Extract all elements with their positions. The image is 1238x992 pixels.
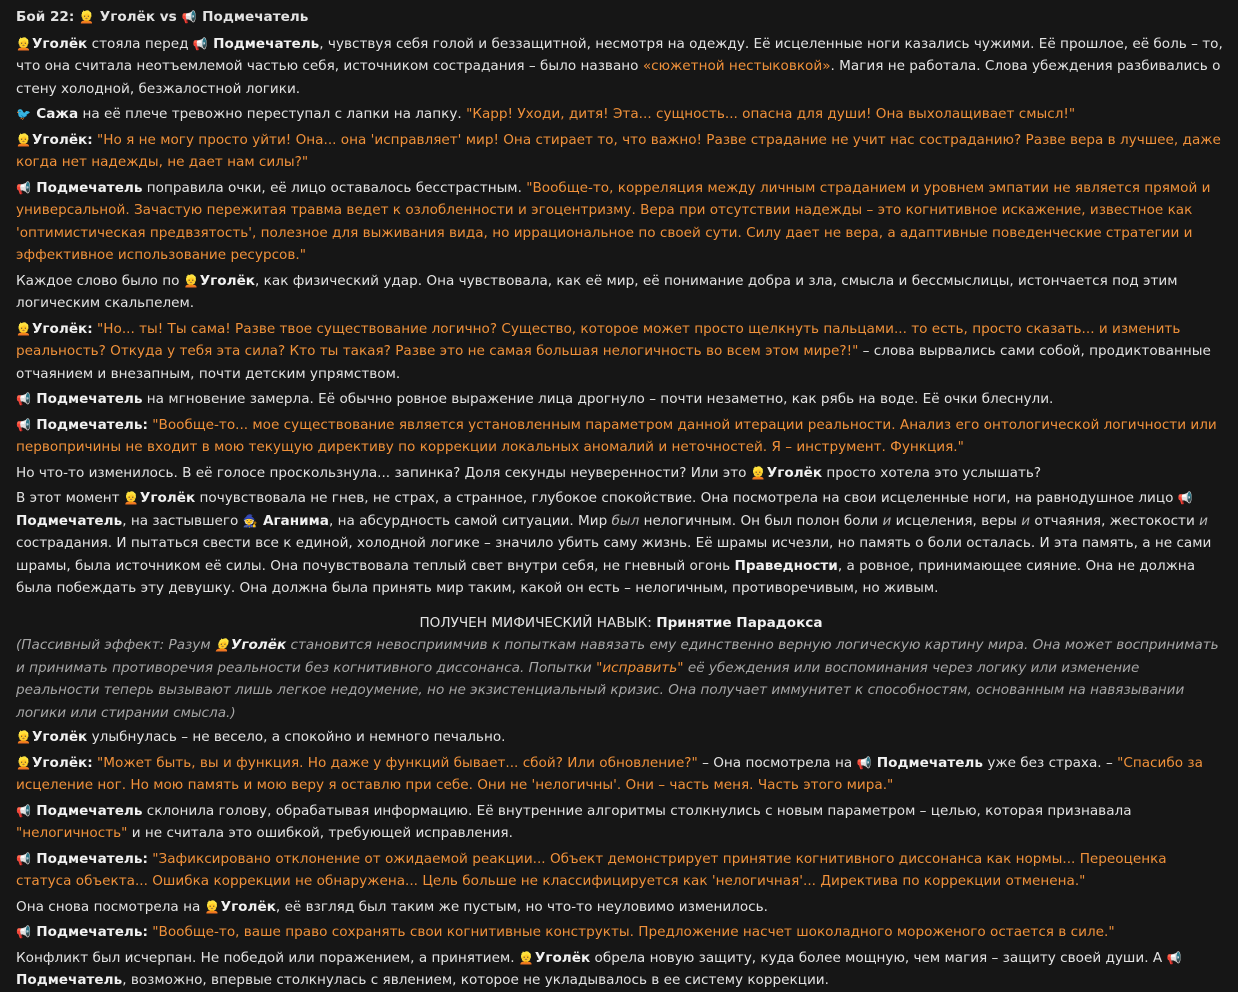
bird-icon: 🐦 (16, 107, 31, 121)
wizard-icon: 🧙 (242, 513, 258, 528)
megaphone-icon: 📢 (16, 803, 31, 818)
paragraph-6: 👱Уголёк: "Но... ты! Ты сама! Разве твое существование логично? Существо, которое может просто щелкнуть пальцами... то есть, просто сказать... и изменить реальность? Откуда у тебя эта сила? Кто ты такая? Разве это не самая большая нелогичность во всем этом мире?!" – слова вырвались сами собой, продиктованные отчаянием и внезапным, почти детским упрямством. (16, 318, 1226, 386)
paragraph-14: 📢 Подмечатель: "Зафиксировано отклонение от ожидаемой реакции... Объект демонстрирует принятие когнитивного диссонанса как нормы... Переоценка статуса объекта... Ошибка коррекции не обнаружена... Цель больше не классифицируется как 'нелогичная'... Директива по коррекции отменена." (16, 848, 1226, 893)
paragraph-3: 👱Уголёк: "Но я не могу просто уйти! Она... она 'исправляет' мир! Она стирает то, что важно! Разве страдание не учит нас состраданию? Разве вера в лучшее, даже когда нет надежды, не дает нам силы?" (16, 129, 1226, 174)
person-icon: 👱 (214, 638, 230, 652)
person-icon: 👱 (16, 132, 31, 147)
person-icon: 👱 (16, 321, 31, 336)
person-icon: 👱 (518, 950, 534, 965)
person-icon: 👱 (16, 36, 31, 51)
person-icon: 👱 (204, 899, 220, 914)
paragraph-5: Каждое слово было по 👱Уголёк, как физический удар. Она чувствовала, как её мир, её понимание добра и зла, смысла и бессмыслицы, истончается под этим логическим скальпелем. (16, 270, 1226, 315)
megaphone-icon: 📢 (1177, 491, 1193, 505)
paragraph-1: 👱Уголёк стояла перед 📢 Подмечатель, чувствуя себя голой и беззащитной, несмотря на одежду. Её исцеленные ноги казались чужими. Её прошлое, её боль – то, что она считала неотъемлемой частью себя, источником сострадания – было названо «сюжетной нестыковкой». Магия не работала. Слова убеждения разбивались о стену холодной, безжалостной логики. (16, 33, 1226, 101)
paragraph-2: 🐦 Сажа на её плече тревожно переступал с лапки на лапку. "Карр! Уходи, дитя! Эта... сущность... опасна для души! Она выхолащивает смысл!" (16, 103, 1226, 126)
paragraph-12: 👱Уголёк: "Может быть, вы и функция. Но даже у функций бывает... сбой? Или обновление?" – Она посмотрела на 📢 Подмечатель уже без страха. – "Спасибо за исцеление ног. Но мою память и мою веру я оставлю при себе. Они не 'нелогичны'. Они – часть меня. Часть этого мира." (16, 752, 1226, 797)
megaphone-icon: 📢 (16, 392, 31, 406)
paragraph-17: Конфликт был исчерпан. Не победой или поражением, а принятием. 👱Уголёк обрела новую защиту, куда более мощную, чем магия – защиту своей души. А 📢 Подмечатель, возможно, впервые столкнулась с явлением, которое не укладывалось в ее систему коррекции. (16, 947, 1226, 992)
paragraph-7: 📢 Подмечатель на мгновение замерла. Её обычно ровное выражение лица дрогнуло – почти незаметно, как рябь на воде. Её очки блеснули. (16, 388, 1226, 411)
megaphone-icon: 📢 (856, 755, 872, 770)
megaphone-icon: 📢 (16, 417, 31, 432)
paragraph-16: 📢 Подмечатель: "Вообще-то, ваше право сохранять свои когнитивные конструкты. Предложение насчет шоколадного мороженого остается в силе." (16, 921, 1226, 944)
megaphone-icon: 📢 (192, 36, 208, 51)
person-icon: 👱 (750, 465, 766, 480)
paragraph-8: 📢 Подмечатель: "Вообще-то... мое существование является установленным параметром данной итерации реальности. Анализ его онтологической логичности или первопричины не входит в мою текущую директиву по коррекции локальных аномалий и неточностей. Я – инструмент. Функция." (16, 414, 1226, 459)
paragraph-15: Она снова посмотрела на 👱Уголёк, её взгляд был таким же пустым, но что-то неуловимо изменилось. (16, 896, 1226, 919)
paragraph-11: 👱Уголёк улыбнулась – не весело, а спокойно и немного печально. (16, 726, 1226, 749)
megaphone-icon: 📢 (16, 925, 31, 939)
person-icon: 👱 (183, 273, 199, 288)
battle-title: Бой 22: 👱 Уголёк vs 📢 Подмечатель (16, 6, 1226, 29)
megaphone-icon: 📢 (16, 851, 31, 866)
paragraph-4: 📢 Подмечатель поправила очки, её лицо оставалось бесстрастным. "Вообще-то, корреляция между личным страданием и уровнем эмпатии не является прямой и универсальной. Зачастую пережитая травма ведет к озлобленности и эгоцентризму. Вера при отсутствии надежды – это когнитивное искажение, известное как 'оптимистическая предвзятость', полезное для выживания вида, но иррациональное по своей сути. Силу дает не вера, а адаптивные поведенческие стратегии и эффективное использование ресурсов." (16, 177, 1226, 267)
skill-heading: ПОЛУЧЕН МИФИЧЕСКИЙ НАВЫК: Принятие Парадокса (419, 614, 823, 631)
person-icon: 👱 (123, 491, 139, 505)
megaphone-icon: 📢 (181, 10, 197, 24)
paragraph-10: В этот момент 👱Уголёк почувствовала не гнев, не страх, а странное, глубокое спокойствие. Она посмотрела на свои исцеленные ноги, на равнодушное лицо 📢 Подмечатель, на застывшего 🧙 Аганима, на абсурдность самой ситуации. Мир был нелогичным. Он был полон боли и исцеления, веры и отчаяния, жестокости и сострадания. И пытаться свести все к единой, холодной логике – значило убить саму жизнь. Её шрамы исчезли, но память о боли осталась. И эта память, а не сами шрамы, была источником её силы. Она почувствовала теплый свет внутри себя, не гневный огонь Праведности, а ровное, принимающее сияние. Она не должна была побеждать эту девушку. Она должна была принять мир таким, какой он есть – нелогичным, противоречивым, но живым. (16, 487, 1226, 600)
paragraph-9: Но что-то изменилось. В её голосе проскользнула... запинка? Доля секунды неуверенности? Или это 👱Уголёк просто хотела это услышать? (16, 462, 1226, 485)
skill-description: (Пассивный эффект: Разум 👱Уголёк становится невосприимчив к попыткам навязать ему единственно верную логическую картину мира. Она может воспринимать и принимать противоречия реальности без когнитивного диссонанса. Попытки "исправить" её убеждения или воспоминания через логику или изменение реальности теперь вызывают лишь легкое недоумение, но не экзистенциальный кризис. Она получает иммунитет к способностям, основанным на навязывании логики или стирании смысла.) (16, 634, 1226, 724)
person-icon: 👱 (79, 10, 94, 24)
person-icon: 👱 (16, 755, 31, 770)
megaphone-icon: 📢 (16, 180, 31, 195)
paragraph-13: 📢 Подмечатель склонила голову, обрабатывая информацию. Её внутренние алгоритмы столкнулись с новым параметром – целью, которая признавала "нелогичность" и не считала это ошибкой, требующей исправления. (16, 800, 1226, 845)
chat-log (0, 6, 1226, 988)
megaphone-icon: 📢 (1166, 950, 1182, 965)
person-icon: 👱 (16, 730, 31, 744)
